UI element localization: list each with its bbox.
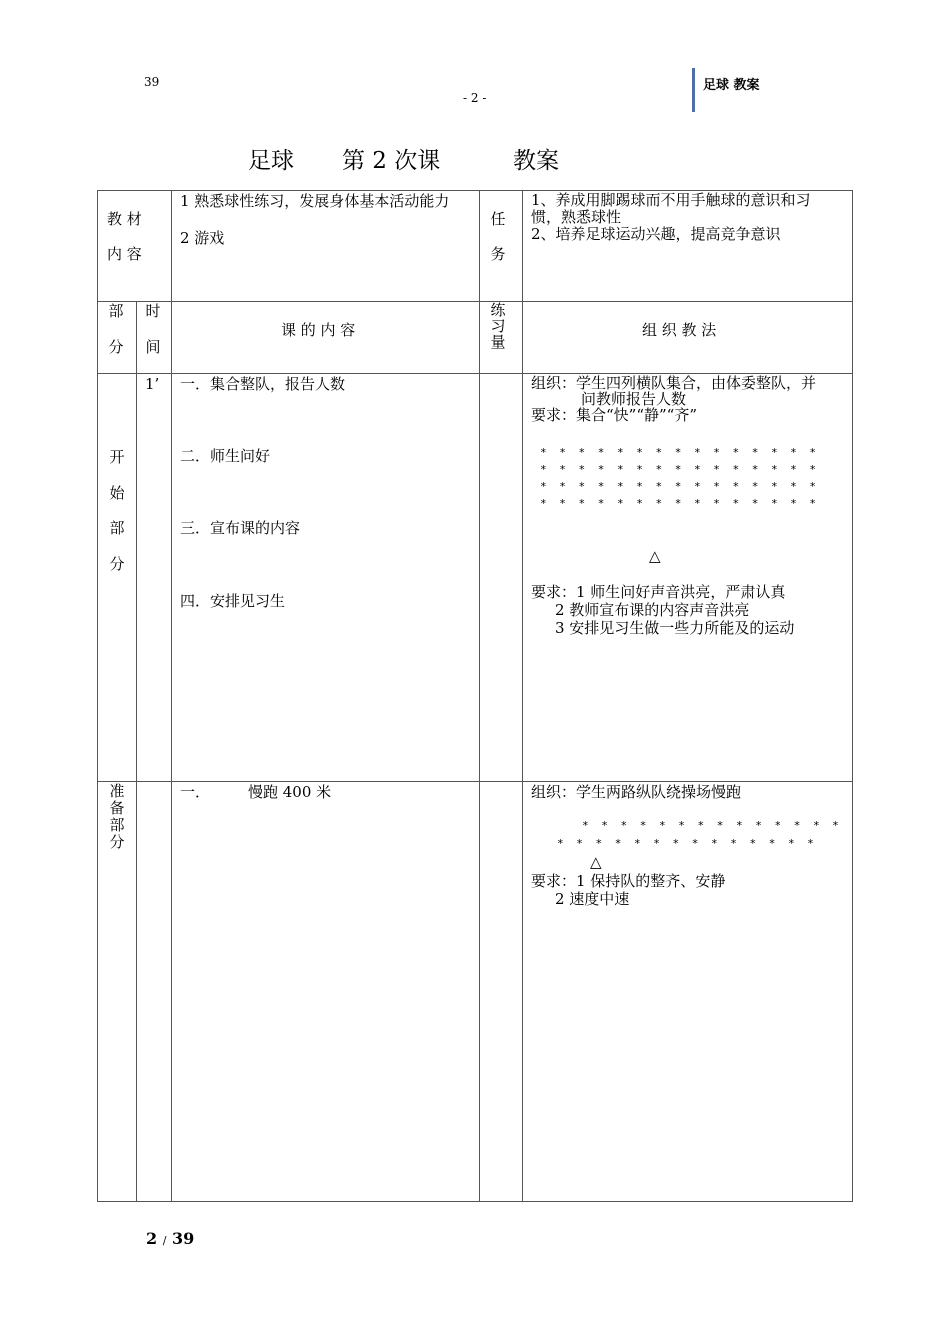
start-time: 1’ [145,375,160,393]
time-header-top: 时 [145,302,161,320]
prep-teacher-triangle: △ [590,853,602,871]
prep-requirements: 要求：1 保持队的整齐、安静 2 速度中速 [531,872,726,908]
content-column-header: 课 的 内 容 [281,321,356,339]
header-page-number: - 2 - [463,91,487,105]
start-section-char-4: 分 [109,555,125,573]
material-label-bottom: 内 容 [107,245,142,263]
start-formation-dots: * * * * * * * * * * * * * * * * * * * * * * * * * * * * * * * * * * * * * * * * * * * * * * * * * * * * * * * * * * * * [540,446,820,510]
load-column-header: 练 习 量 [490,301,506,351]
start-requirements: 要求：1 师生问好声音洪亮，严肃认真 2 教师宣布课的内容声音洪亮 3 安排见习生做一些力所能及的运动 [531,583,795,637]
start-section-char-1: 开 [109,448,125,466]
prep-section-label: 准 备 部 分 [109,782,125,851]
prep-formation-dots-b: * * * * * * * * * * * * * * [557,837,817,850]
part-header-bottom: 分 [108,338,124,356]
header-accent-bar [692,68,695,112]
prep-formation-dots-a: * * * * * * * * * * * * * * [582,819,842,832]
start-section-char-3: 部 [109,519,125,537]
time-header-bottom: 间 [145,338,161,356]
start-item-1: 一．集合整队，报告人数 [180,375,346,393]
footer-page-counter: 2 / 39 [146,1229,195,1248]
header-doc-title: 足球 教案 [703,78,760,93]
method-column-header: 组 织 教 法 [642,321,717,339]
task-label-bottom: 务 [490,245,506,263]
header-left-number: 39 [144,75,160,89]
start-organization: 组织：学生四列横队集合，由体委整队，并 问教师报告人数 要求：集合“快”“静”“齐” [531,374,817,424]
prep-organization: 组织：学生两路纵队绕操场慢跑 [531,783,742,801]
material-content-1: 1 熟悉球性练习，发展身体基本活动能力 [180,192,450,210]
title-lesson: 第 2 次课 [342,148,441,174]
title-subject: 足球 [248,148,294,174]
part-header-top: 部 [108,302,124,320]
start-item-2: 二．师生问好 [180,447,271,465]
title-doc-type: 教案 [513,148,559,174]
material-content-2: 2 游戏 [180,229,225,247]
teacher-position-triangle: △ [649,547,661,565]
start-item-3: 三．宣布课的内容 [180,519,301,537]
material-label-top: 教 材 [107,210,142,228]
task-item-1: 1、养成用脚踢球而不用手触球的意识和习 惯，熟悉球性 2、培养足球运动兴趣，提高竞争意识 [531,191,811,243]
prep-item-text: 慢跑 400 米 [248,783,332,801]
task-label-top: 任 [490,210,506,228]
start-section-char-2: 始 [109,484,125,502]
prep-item-number: 一． [180,783,211,801]
start-item-4: 四．安排见习生 [180,592,286,610]
